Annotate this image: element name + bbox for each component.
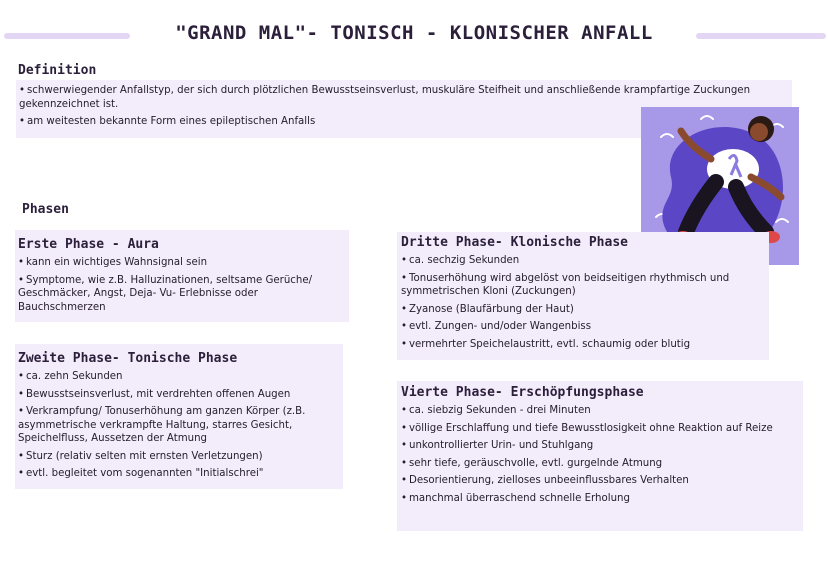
- phase-3-list: [401, 254, 765, 351]
- list-item: • kann ein wichtiges Wahnsignal sein: [18, 257, 208, 268]
- phase-1-box: [15, 230, 349, 322]
- phase-1-list: [18, 256, 345, 314]
- phases-heading: Phasen: [22, 202, 69, 217]
- page-title: "GRAND MAL"- TONISCH - KLONISCHER ANFALL: [175, 22, 653, 44]
- list-item: • vermehrter Speichelaustritt, evtl. schaumig oder blutig: [401, 338, 691, 350]
- definition-heading: Definition: [18, 63, 97, 78]
- definition-item: • am weitesten bekannte Form eines epileptischen Anfalls: [19, 116, 316, 127]
- title-decoration-right: [696, 33, 826, 39]
- list-item: • ca. siebzig Sekunden - drei Minuten: [401, 405, 591, 416]
- list-item: • ca. sechzig Sekunden: [401, 255, 520, 266]
- phase-2-title: Zweite Phase- Tonische Phase: [18, 351, 238, 366]
- phase-4-list: [401, 404, 799, 505]
- list-item: • Desorientierung, zielloses unbeeinflussbares Verhalten: [401, 475, 689, 486]
- list-item: • Bewusstseinsverlust, mit verdrehten offenen Augen: [18, 388, 291, 400]
- list-item: • evtl. Zungen- und/oder Wangenbiss: [401, 321, 592, 332]
- list-item: • Zyanose (Blaufärbung der Haut): [401, 303, 574, 315]
- list-item: • sehr tiefe, geräuschvolle, evtl. gurgelnde Atmung: [401, 457, 663, 469]
- list-item: • Symptome, wie z.B. Halluzinationen, seltsame Gerüche/ Geschmäcker, Angst, Deja- Vu- Erlebnisse oder Bauchschmerzen: [18, 274, 313, 313]
- phase-4-box: [397, 381, 803, 531]
- phase-3-title: Dritte Phase- Klonische Phase: [401, 235, 628, 250]
- list-item: • ca. zehn Sekunden: [18, 371, 123, 382]
- title-decoration-left: [4, 33, 130, 39]
- list-item: • Sturz (relativ selten mit ernsten Verletzungen): [18, 450, 263, 462]
- phase-3-box: [397, 232, 769, 360]
- title-bar: [0, 22, 828, 50]
- phase-1-title: Erste Phase - Aura: [18, 237, 159, 252]
- list-item: • Verkrampfung/ Tonuserhöhung am ganzen Körper (z.B. asymmetrische verkrampfte Haltung, starres Gesicht, Speichelfluss, Aussetzen der Atmung: [18, 406, 306, 444]
- list-item: • manchmal überraschend schnelle Erholung: [401, 492, 630, 504]
- phase-4-title: Vierte Phase- Erschöpfungsphase: [401, 385, 644, 400]
- list-item: • unkontrollierter Urin- und Stuhlgang: [401, 440, 594, 451]
- list-item: • Tonuserhöhung wird abgelöst von beidseitigen rhythmisch und symmetrischen Kloni (Zuckungen): [401, 272, 730, 297]
- phase-2-box: [15, 344, 343, 489]
- list-item: • völlige Erschlaffung und tiefe Bewusstlosigkeit ohne Reaktion auf Reize: [401, 422, 773, 434]
- list-item: • evtl. begleitet vom sogenannten "Initialschrei": [18, 468, 264, 479]
- definition-item: • schwerwiegender Anfallstyp, der sich durch plötzlichen Bewusstseinsverlust, muskuläre Steifheit und anschließende krampfartige Zuckungen gekennzeichnet ist.: [19, 85, 751, 110]
- phase-2-list: [18, 370, 339, 481]
